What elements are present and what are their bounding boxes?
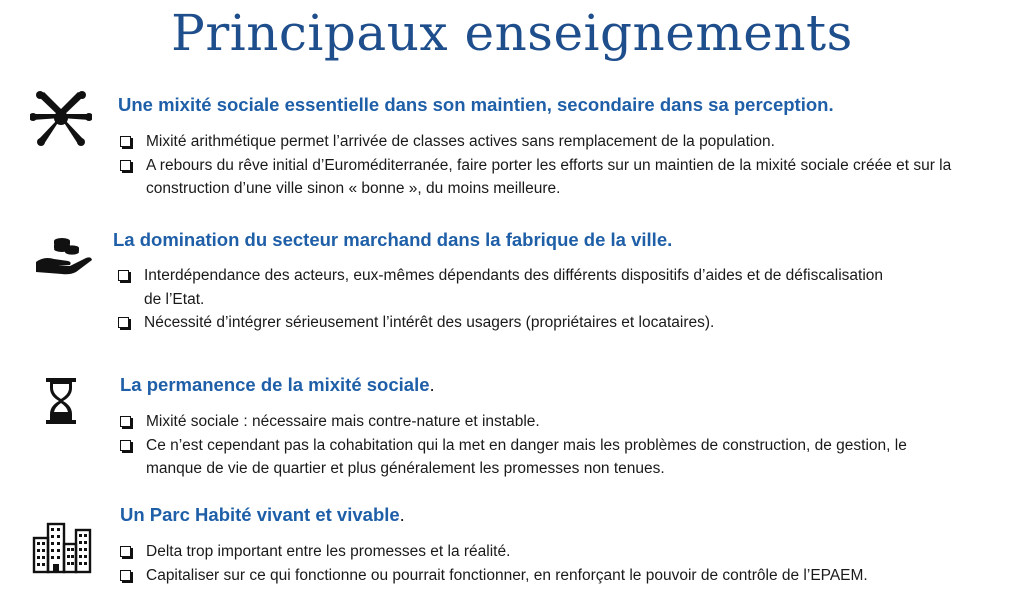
checkbox-bullet-icon (120, 136, 131, 147)
hourglass-icon (46, 378, 76, 424)
list-item: Nécessité d’intégrer sérieusement l’intérêt des usagers (propriétaires et locataires). (116, 311, 896, 335)
list-item: Ce n’est cependant pas la cohabitation qui la met en danger mais les problèmes de construction, de gestion, le manque de vie de quartier et plus généralement les promesses non tenues. (118, 434, 948, 481)
city-buildings-icon (30, 520, 94, 574)
page-title: Principaux enseignements (171, 4, 853, 62)
list-item: Delta trop important entre les promesses et la réalité. (118, 540, 1024, 564)
bullet-list (116, 264, 896, 335)
list-item: Mixité arithmétique permet l’arrivée de classes actives sans remplacement de la population. (118, 130, 1018, 154)
checkbox-bullet-icon (118, 270, 129, 281)
bullet-list (118, 540, 1024, 587)
section-heading: Une mixité sociale essentielle dans son maintien, secondaire dans sa perception. (118, 94, 834, 115)
checkbox-bullet-icon (120, 160, 131, 171)
section-heading: La permanence de la mixité sociale. (120, 374, 435, 395)
hand-coins-icon (34, 232, 94, 276)
list-item: Mixité sociale : nécessaire mais contre-nature et instable. (118, 410, 948, 434)
checkbox-bullet-icon (120, 416, 131, 427)
list-item: Interdépendance des acteurs, eux-mêmes dépendants des différents dispositifs d’aides et de défiscalisation de l’Etat. (116, 264, 896, 311)
bullet-list (118, 130, 1018, 201)
checkbox-bullet-icon (120, 546, 131, 557)
list-item: Capitaliser sur ce qui fonctionne ou pourrait fonctionner, en renforçant le pouvoir de contrôle de l’EPAEM. (118, 564, 1024, 588)
checkbox-bullet-icon (118, 317, 129, 328)
list-item: A rebours du rêve initial d’Euroméditerranée, faire porter les efforts sur un maintien de la mixité sociale créée et sur la construction d’une ville sinon « bonne », du moins meilleure. (118, 154, 1018, 201)
checkbox-bullet-icon (120, 570, 131, 581)
bullet-list (118, 410, 948, 481)
section-heading: Un Parc Habité vivant et vivable. (120, 504, 405, 525)
section-heading: La domination du secteur marchand dans la fabrique de la ville. (113, 229, 673, 250)
hands-together-icon (30, 90, 92, 146)
checkbox-bullet-icon (120, 440, 131, 451)
